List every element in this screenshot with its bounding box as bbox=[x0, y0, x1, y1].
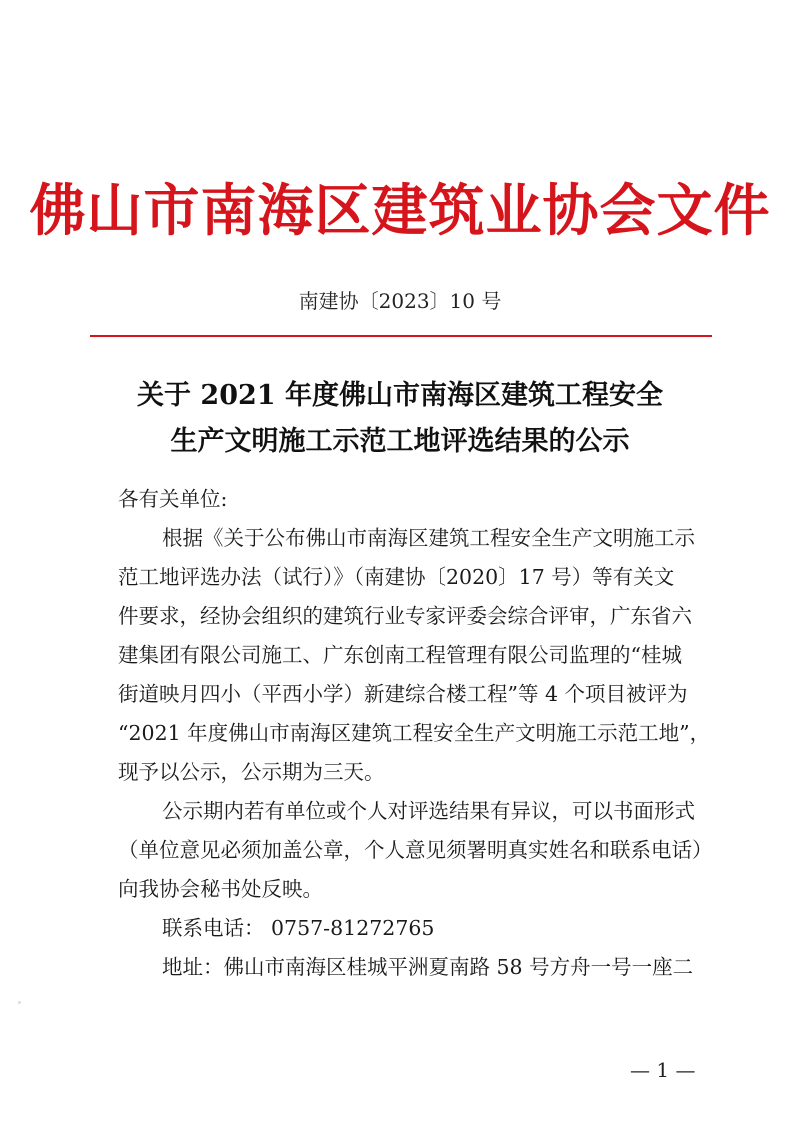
paragraph-1-line: 范工地评选办法（试行）》（南建协〔2020〕17 号）等有关文 bbox=[118, 565, 675, 589]
organization-header-title: 佛山市南海区建筑业协会文件 bbox=[29, 179, 771, 244]
document-title-line-1: 关于 2021 年度佛山市南海区建筑工程安全 bbox=[137, 380, 663, 411]
paragraph-2-line: 公示期内若有单位或个人对评选结果有异议，可以书面形式 bbox=[162, 799, 695, 823]
paragraph-2-line: （单位意见必须加盖公章，个人意见须署明真实姓名和联系电话） bbox=[118, 838, 713, 862]
contact-address: 地址：佛山市南海区桂城平洲夏南路 58 号方舟一号一座二 bbox=[162, 955, 694, 979]
paragraph-1-line: 根据《关于公布佛山市南海区建筑工程安全生产文明施工示 bbox=[162, 526, 695, 550]
document-title bbox=[0, 373, 800, 465]
paragraph-1-line: 街道映月四小（平西小学）新建综合楼工程”等 4 个项目被评为 bbox=[118, 682, 688, 706]
contact-phone: 联系电话： 0757-81272765 bbox=[162, 916, 435, 940]
salutation: 各有关单位: bbox=[118, 487, 228, 511]
red-divider-line bbox=[90, 335, 712, 337]
document-title-line-2: 生产文明施工示范工地评选结果的公示 bbox=[170, 426, 630, 457]
document-number: 南建协〔2023〕10 号 bbox=[298, 289, 502, 313]
paragraph-1-line: 现予以公示，公示期为三天。 bbox=[118, 760, 385, 784]
paragraph-1-line: “2021 年度佛山市南海区建筑工程安全生产文明施工示范工地”， bbox=[118, 721, 711, 745]
scan-speck bbox=[18, 1001, 21, 1004]
paragraph-2-line: 向我协会秘书处反映。 bbox=[118, 877, 323, 901]
paragraph-1-line: 建集团有限公司施工、广东创南工程管理有限公司监理的“桂城 bbox=[118, 643, 682, 667]
paragraph-1-line: 件要求，经协会组织的建筑行业专家评委会综合评审，广东省六 bbox=[118, 604, 692, 628]
page-number: — 1 — bbox=[630, 1058, 696, 1082]
document-body bbox=[118, 480, 738, 987]
